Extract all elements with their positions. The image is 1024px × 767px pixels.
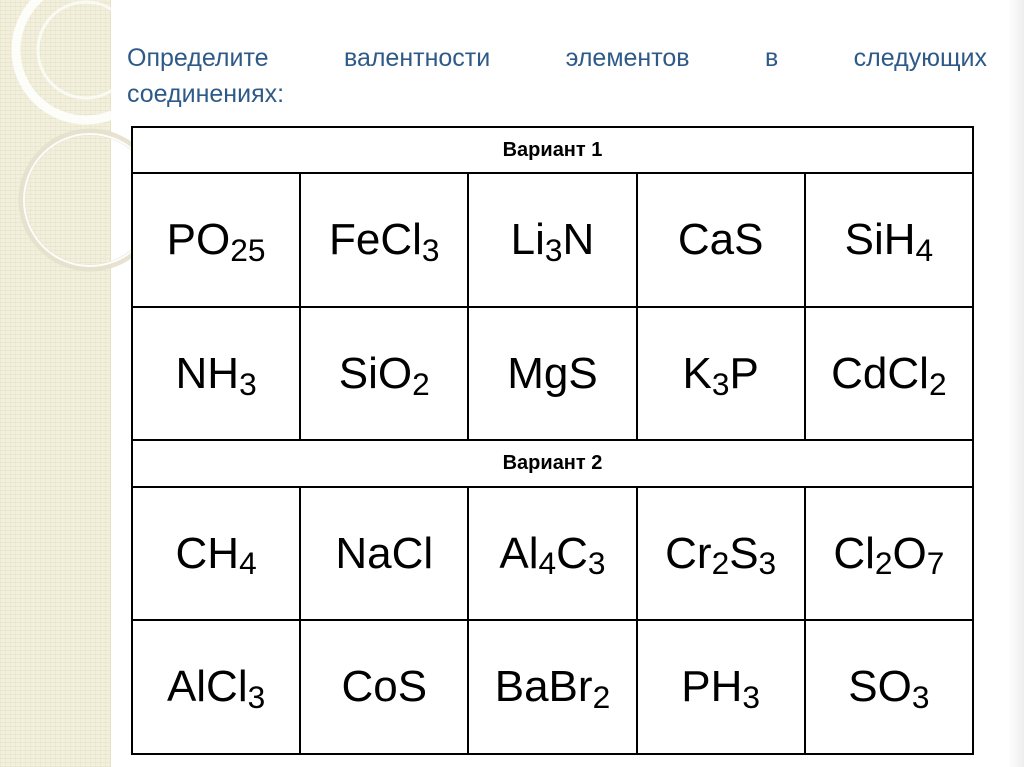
formula-subscript: 3	[758, 545, 777, 582]
heading-word: следующих	[853, 44, 987, 72]
chemical-formula: CaS	[677, 215, 764, 265]
formula-subscript: 2	[711, 545, 730, 582]
variant-title: Вариант 1	[132, 127, 973, 173]
formula-subscript: 3	[587, 545, 606, 582]
formula-subscript: 4	[239, 545, 257, 582]
chemical-formula: $K_3P$	[682, 348, 759, 402]
heading-word: элементов	[565, 44, 690, 72]
chemical-formula: $NH_3$	[175, 348, 257, 402]
formula-cell	[300, 173, 468, 307]
formula-cell	[132, 620, 300, 754]
formula-cell	[468, 620, 636, 754]
chemical-formula: BaBr$_2$	[494, 662, 611, 716]
chemical-formula: CoS	[341, 662, 428, 712]
heading-word: валентности	[343, 44, 491, 72]
formula-cell	[637, 173, 805, 307]
formula-subscript: 3	[742, 679, 761, 716]
chemical-formula: $PO_{25}$	[166, 215, 266, 268]
chemical-formula: $Cr_2S_3$	[665, 528, 777, 582]
task-heading	[127, 40, 987, 112]
variant-header-row	[132, 127, 973, 173]
formula-subscript: 3	[911, 679, 930, 716]
formula-subscript: 2	[592, 679, 611, 716]
chemical-formula: AlCl$_3$	[166, 662, 266, 716]
decorative-side-strip	[0, 0, 111, 767]
formula-cell	[132, 487, 300, 621]
formula-cell	[300, 620, 468, 754]
formula-subscript: 2	[874, 545, 893, 582]
formula-cell	[132, 307, 300, 441]
formula-cell	[468, 487, 636, 621]
decorative-right-shadow	[1008, 0, 1024, 767]
formula-subscript: 3	[239, 365, 257, 402]
variant-header-row	[132, 440, 973, 486]
formula-cell	[468, 173, 636, 307]
formula-cell	[637, 307, 805, 441]
formula-subscript: 3	[247, 679, 266, 716]
formula-subscript: 2	[412, 365, 430, 402]
chemical-formula: $PH_3$	[681, 662, 761, 716]
formula-cell	[468, 307, 636, 441]
formula-row	[132, 487, 973, 621]
formula-cell	[300, 307, 468, 441]
formula-cell	[805, 307, 973, 441]
task-heading-line1	[127, 40, 987, 76]
formula-subscript: 2	[928, 365, 947, 402]
formula-cell	[637, 487, 805, 621]
formula-row	[132, 620, 973, 754]
formula-row	[132, 307, 973, 441]
chemical-formula: MgS	[507, 348, 598, 398]
formula-subscript: 4	[915, 232, 934, 268]
chemical-formula: $SO_3$	[848, 662, 930, 716]
formula-subscript: 3	[711, 365, 730, 402]
heading-word: в	[764, 44, 779, 72]
formula-cell	[637, 620, 805, 754]
chemical-formula: FeCl$_3$	[329, 215, 440, 268]
formula-subscript: 2	[230, 232, 248, 268]
chemical-formula: $CH_4$	[175, 528, 257, 582]
formula-cell	[805, 173, 973, 307]
formula-cell	[805, 620, 973, 754]
variant-title: Вариант 2	[132, 440, 973, 486]
formula-subscript: 4	[538, 545, 557, 582]
chemical-formula: $Al_4C_3$	[499, 528, 606, 582]
formula-subscript: 3	[544, 232, 563, 268]
formula-subscript: 7	[926, 545, 945, 582]
chemical-formula: CdCl$_2$	[831, 348, 947, 402]
heading-word: Определите	[127, 44, 269, 72]
chemical-formula: SiH$_4$	[844, 215, 934, 268]
formula-row	[132, 173, 973, 307]
chemical-formula: $Cl_2O_7$	[833, 528, 945, 582]
formula-cell	[300, 487, 468, 621]
chemical-formula: SiO$_2$	[338, 348, 430, 402]
formula-cell	[805, 487, 973, 621]
formula-subscript: 3	[421, 232, 440, 268]
formula-table	[131, 126, 974, 755]
formula-cell	[132, 173, 300, 307]
task-heading-line2: соединениях:	[127, 80, 285, 108]
chemical-formula: $Li_3N$	[510, 215, 595, 268]
chemical-formula: NaCl	[335, 528, 434, 578]
formula-subscript: 5	[247, 232, 266, 268]
